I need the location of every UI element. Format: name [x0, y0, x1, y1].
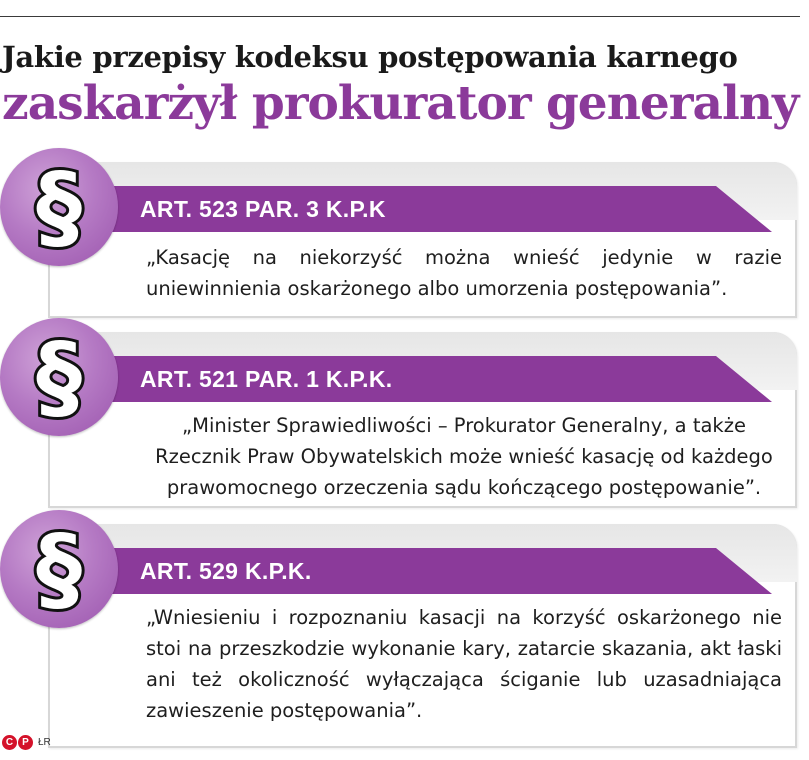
- title-line-1: Jakie przepisy kodeksu postępowania karnego: [2, 40, 738, 74]
- article-section: [0, 318, 809, 508]
- article-section: [0, 510, 809, 748]
- logo-letter-c: C: [2, 735, 17, 750]
- top-rule: [0, 16, 800, 17]
- article-text: „Kasację na niekorzyść można wnieść jedynie w razie uniewinnienia oskarżonego albo umorzenia postępowania”.: [146, 246, 782, 300]
- paragraph-icon: §: [36, 323, 82, 430]
- article-text: „Wniesieniu i rozpoznaniu kasacji na korzyść oskarżonego nie stoi na przeszkodzie wykonanie kary, zatarcie skazania, akt łaski ani też okoliczność wyłączająca ściganie lub uzasadniająca zawieszenie postępowania”.: [146, 606, 782, 722]
- article-heading: ART. 529 K.P.K.: [140, 558, 312, 584]
- logo-letter-p: P: [18, 735, 33, 750]
- paragraph-badge: [0, 148, 118, 266]
- title-line-2: zaskarżył prokurator generalny: [2, 76, 799, 131]
- article-section: [0, 148, 809, 318]
- article-heading: ART. 521 PAR. 1 K.P.K.: [140, 366, 393, 392]
- article-text: „Minister Sprawiedliwości – Prokurator Generalny, a także Rzecznik Praw Obywatelskich może wnieść kasację od każdego prawomocnego orzeczenia sądu kończącego postępowanie”.: [155, 414, 773, 499]
- paragraph-icon: §: [36, 153, 82, 260]
- paragraph-badge: [0, 510, 118, 628]
- paragraph-badge: [0, 318, 118, 436]
- article-heading: ART. 523 PAR. 3 K.P.K: [140, 196, 386, 222]
- publisher-logo: [2, 734, 33, 750]
- paragraph-icon: §: [36, 515, 82, 622]
- author-initials: ŁR: [38, 737, 51, 748]
